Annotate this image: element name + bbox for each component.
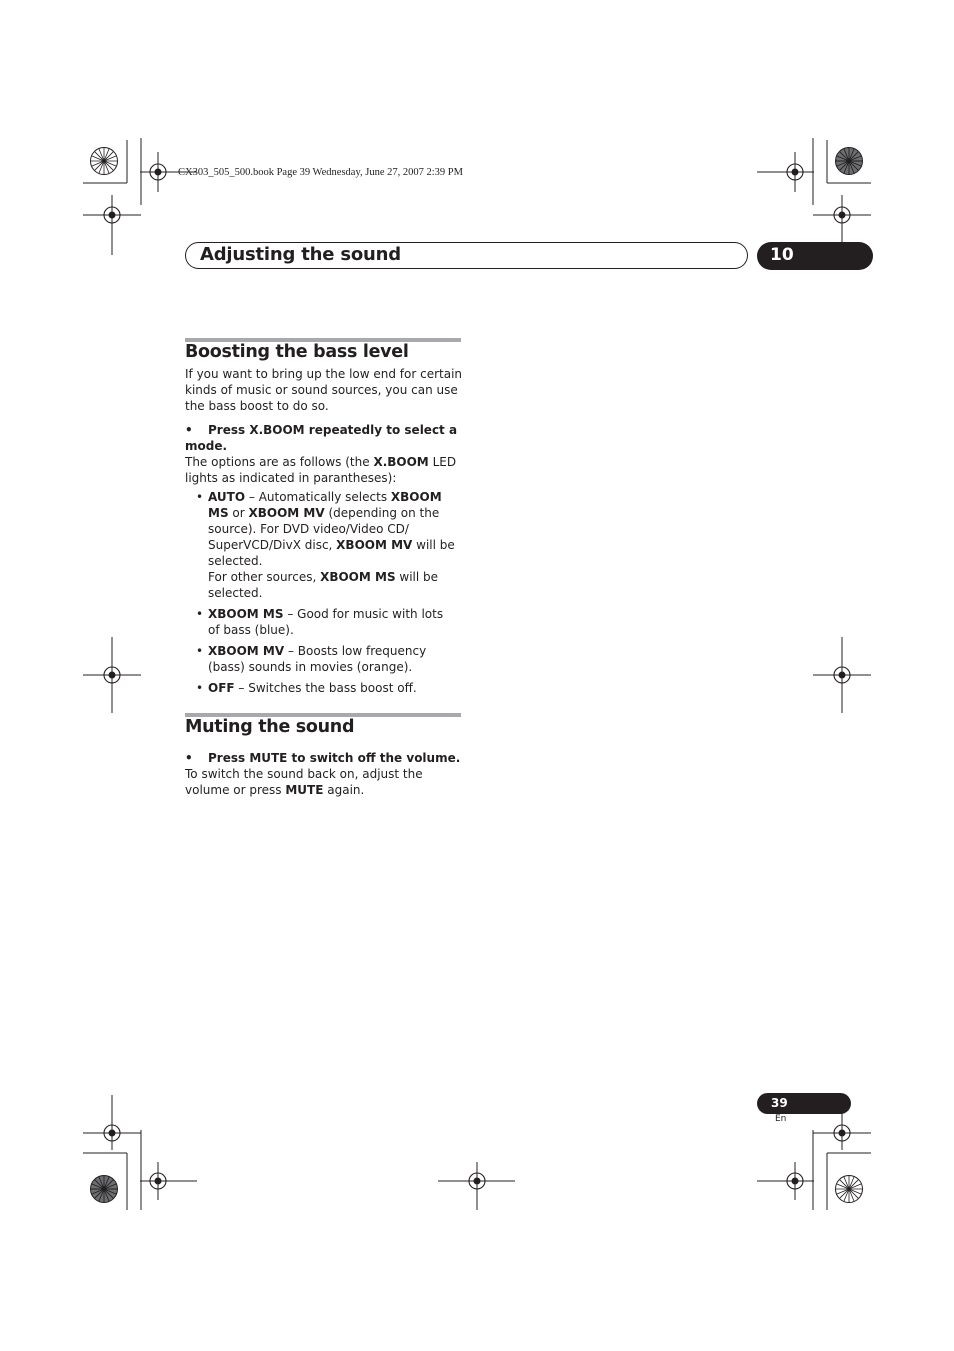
bass-step: • Press X.BOOM repeatedly to select a mode.	[185, 423, 458, 453]
mute-step: • Press MUTE to switch off the volume.	[185, 751, 461, 765]
option-key: XBOOM MS	[208, 607, 284, 621]
options-intro-post: LED lights as indicated in parantheses):	[185, 455, 457, 485]
mute-section-body	[185, 750, 465, 798]
bass-section-body	[185, 366, 465, 701]
option-auto	[185, 489, 458, 601]
option-text: – Automatically selects	[245, 490, 391, 504]
bass-options-list	[185, 489, 458, 696]
option-text: – Boosts low frequency (bass) sounds in movies (orange).	[208, 644, 427, 674]
options-intro-key: X.BOOM	[373, 455, 429, 469]
book-slug: CX303_505_500.book Page 39 Wednesday, June 27, 2007 2:39 PM	[178, 167, 463, 178]
options-intro-pre: The options are as follows (the	[185, 455, 374, 469]
option-xboom-ms	[185, 606, 458, 638]
option-key: XBOOM MV	[208, 644, 285, 658]
page-language: En	[775, 1114, 787, 1124]
mute-text-pre: To switch the sound back on, adjust the volume or press	[185, 767, 423, 797]
option-text: or	[228, 506, 249, 520]
mute-step-text: Press MUTE to switch off the volume.	[208, 751, 461, 765]
option-off	[185, 680, 458, 696]
mute-text-post: again.	[323, 783, 365, 797]
option-text: will be selected.	[208, 570, 439, 600]
option-xboom-mv	[185, 643, 458, 675]
option-key: XBOOM MS	[208, 490, 442, 520]
option-key: XBOOM MV	[248, 506, 325, 520]
heading-boosting-bass: Boosting the bass level	[185, 342, 409, 362]
option-key: OFF	[208, 681, 235, 695]
chapter-number: 10	[770, 245, 794, 265]
option-key: XBOOM MV	[336, 538, 413, 552]
heading-muting-sound: Muting the sound	[185, 717, 355, 737]
mute-text	[185, 766, 465, 798]
bass-step-text: Press X.BOOM repeatedly to select a mode.	[185, 423, 458, 453]
option-key: AUTO	[208, 490, 246, 504]
chapter-title: Adjusting the sound	[200, 244, 401, 265]
page-number: 39	[771, 1096, 788, 1110]
option-text: – Switches the bass boost off.	[234, 681, 417, 695]
mute-text-key: MUTE	[285, 783, 324, 797]
bass-options-intro	[185, 454, 465, 486]
bass-intro: If you want to bring up the low end for certain kinds of music or sound sources, you can use the bass boost to do so.	[185, 367, 463, 413]
option-text: For other sources,	[208, 570, 321, 584]
option-text: will be selected.	[208, 538, 455, 568]
option-text: (depending on the source). For DVD video/Video CD/ SuperVCD/DivX disc,	[208, 506, 440, 552]
option-key: XBOOM MS	[320, 570, 396, 584]
option-text: – Good for music with lots of bass (blue).	[208, 607, 444, 637]
